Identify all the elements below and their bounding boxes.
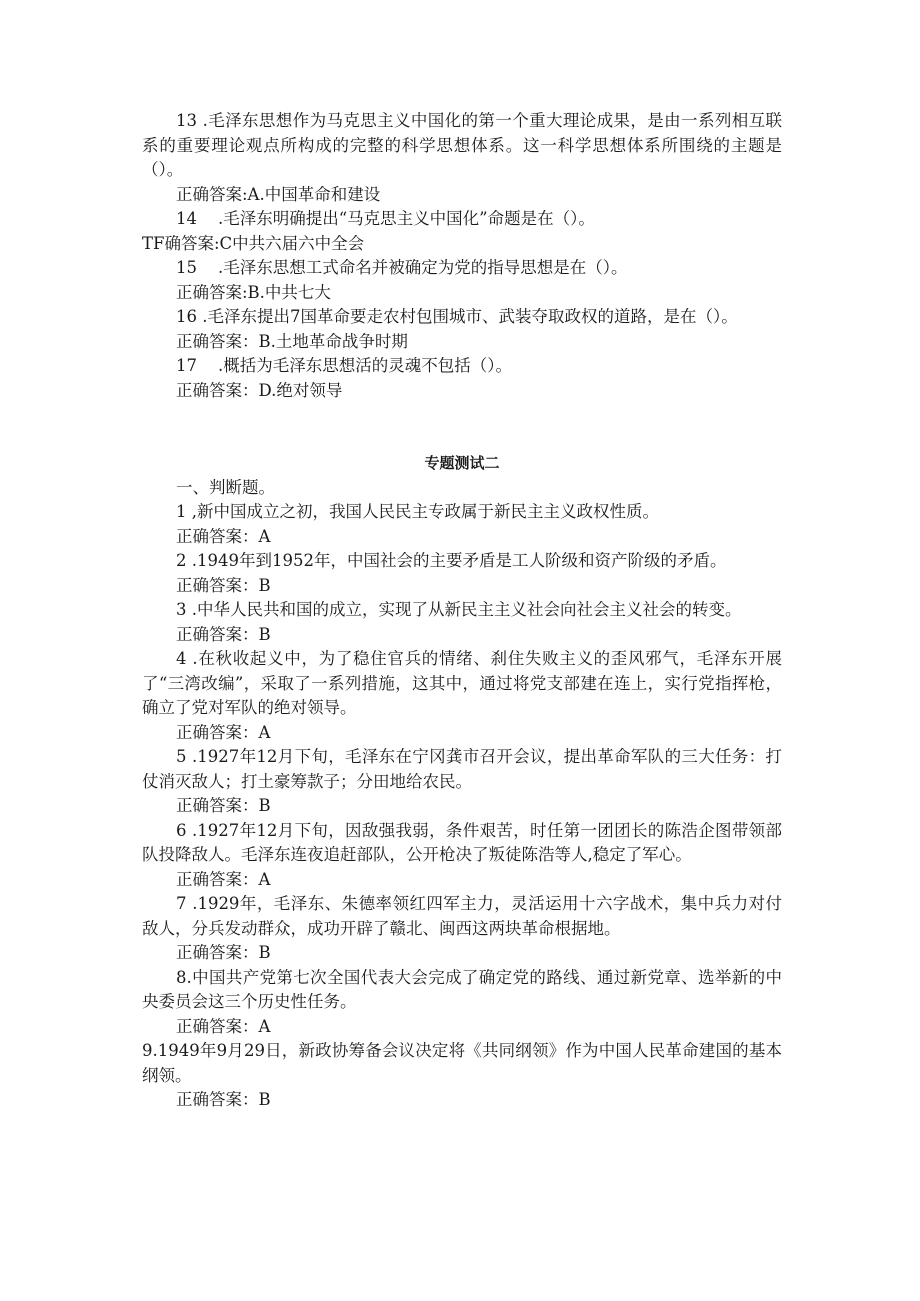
- judgement-question-8: 8.中国共产党第七次全国代表大会完成了确定党的路线、通过新党章、选举新的中央委员会这三个历史性任务。: [142, 967, 782, 1011]
- judgement-answer-6: 正确答案：A: [176, 869, 271, 889]
- judgement-answer-5: 正确答案：B: [176, 796, 271, 815]
- judgement-question-3: 3 .中华人民共和国的成立，实现了从新民主主义社会向社会主义社会的转变。: [176, 600, 742, 619]
- judgement-question-7: 7 .1929年，毛泽东、朱德率领红四军主力，灵活运用十六字战术，集中兵力对付敌人，分兵发动群众，成功开辟了赣北、闽西这两块革命根据地。: [142, 894, 782, 938]
- judgement-answer-8: 正确答案：A: [176, 1016, 271, 1036]
- answer-16: 正确答案：B.土地革命战争时期: [176, 331, 408, 351]
- answer-17: 正确答案：D.绝对领导: [176, 380, 343, 400]
- question-17: 17 .概括为毛泽东思想活的灵魂不包括（）。: [176, 356, 512, 375]
- judgement-answer-4: 正确答案：A: [176, 722, 271, 742]
- question-15: 15 .毛泽东思想工式命名并被确定为党的指导思想是在（）。: [176, 258, 628, 277]
- section-subtitle: 一、判断题。: [176, 477, 275, 497]
- question-13: 13 .毛泽东思想作为马克思主义中国化的第一个重大理论成果，是由一系列相互联系的重要理论观点所构成的完整的科学思想体系。这一科学思想体系所围绕的主题是（）。: [142, 111, 782, 179]
- section-title: 专题测试二: [424, 454, 500, 472]
- question-16: 16 .毛泽东提出7国革命要走农村包围城市、武装夺取政权的道路，是在（）。: [176, 307, 738, 326]
- judgement-question-5: 5 .1927年12月下旬，毛泽东在宁冈龚市召开会议，提出革命军队的三大任务：打仗消灭敌人；打土豪筹款子；分田地给农民。: [142, 747, 782, 791]
- judgement-question-2: 2 .1949年到1952年，中国社会的主要矛盾是工人阶级和资产阶级的矛盾。: [176, 551, 727, 570]
- section-spacer: [142, 403, 782, 451]
- question-14: 14 .毛泽东明确提出“马克思主义中国化”命题是在（）。: [176, 209, 595, 228]
- answer-13: 正确答案:A.中国革命和建设: [176, 184, 381, 204]
- judgement-question-4: 4 .在秋收起义中，为了稳住官兵的情绪、刹住失败主义的歪风邪气，毛泽东开展了“三湾改编”，采取了一系列措施，这其中，通过将党支部建在连上，实行党指挥枪，确立了党对军队的绝对领导。: [142, 649, 782, 717]
- judgement-question-1: 1 ,新中国成立之初，我国人民民主专政属于新民主主义政权性质。: [176, 502, 659, 521]
- answer-14: TF确答案:C中共六届六中全会: [142, 233, 365, 253]
- judgement-question-9: 9.1949年9月29日，新政协筹备会议决定将《共同纲领》作为中国人民革命建国的基本纲领。: [142, 1041, 782, 1085]
- judgement-question-6: 6 .1927年12月下旬，因敌强我弱，条件艰苦，时任第一团团长的陈浩企图带领部队投降敌人。毛泽东连夜追赶部队，公开枪决了叛徒陈浩等人,稳定了军心。: [142, 820, 782, 864]
- judgement-answer-2: 正确答案：B: [176, 575, 271, 595]
- judgement-answer-1: 正确答案：A: [176, 526, 271, 546]
- judgement-answer-9: 正确答案：B: [176, 1090, 271, 1109]
- answer-15: 正确答案:B.中共七大: [176, 282, 331, 302]
- judgement-answer-7: 正确答案：B: [176, 943, 271, 962]
- judgement-answer-3: 正确答案：B: [176, 624, 271, 644]
